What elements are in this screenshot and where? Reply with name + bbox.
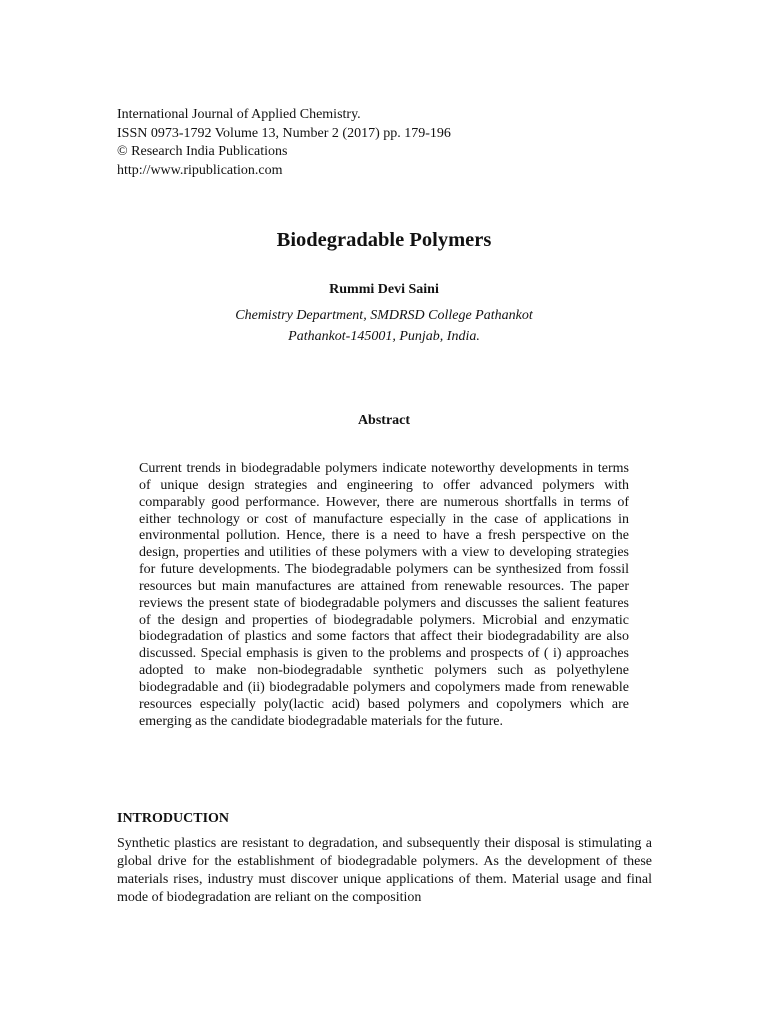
affiliation-line-1: Chemistry Department, SMDRSD College Pathankot (235, 308, 533, 323)
affiliation-line-2: Pathankot-145001, Punjab, India. (288, 329, 480, 344)
abstract-heading: Abstract (357, 413, 411, 428)
journal-header (117, 106, 637, 180)
introduction-heading: INTRODUCTION (117, 811, 230, 826)
journal-name: International Journal of Applied Chemistry. (117, 107, 361, 122)
abstract-text: Current trends in biodegradable polymers indicate noteworthy developments in terms of unique design strategies and engineering to offer advanced polymers with comparably good performance. However, there are numerous shortfalls in terms of either technology or cost of manufacture especially in the case of applications in environmental pollution. Hence, there is a need to have a fresh perspective on the design, properties and utilities of these polymers with a view to developing strategies for future developments. The biodegradable polymers can be synthesized from fossil resources but main manufactures are attained from renewable resources. The paper reviews the present state of biodegradable polymers and discusses the salient features of the design and properties of biodegradable polymers. Microbial and enzymatic biodegradation of plastics and some factors that affect their biodegradability are also discussed. Special emphasis is given to the problems and prospects of ( i) approaches adopted to make non-biodegradable synthetic polymers such as polyethylene biodegradable and (ii) biodegradable polymers and copolymers made from renewable resources especially poly(lactic acid) based polymers and copolymers which are emerging as the candidate biodegradable materials for the future. (139, 461, 629, 729)
introduction-text: Synthetic plastics are resistant to degradation, and subsequently their disposal is stimulating a global drive for the establishment of biodegradable polymers. As the development of these materials rises, industry must discover unique applications of them. Material usage and final mode of biodegradation are reliant on the composition (117, 836, 652, 906)
publisher-line: © Research India Publications (117, 144, 288, 159)
issn-volume-line: ISSN 0973-1792 Volume 13, Number 2 (2017) pp. 179-196 (117, 125, 451, 141)
author-affiliation (0, 305, 768, 347)
paper-title: Biodegradable Polymers (276, 229, 492, 251)
journal-url: http://www.ripublication.com (117, 162, 283, 178)
author-name: Rummi Devi Saini (329, 282, 439, 297)
